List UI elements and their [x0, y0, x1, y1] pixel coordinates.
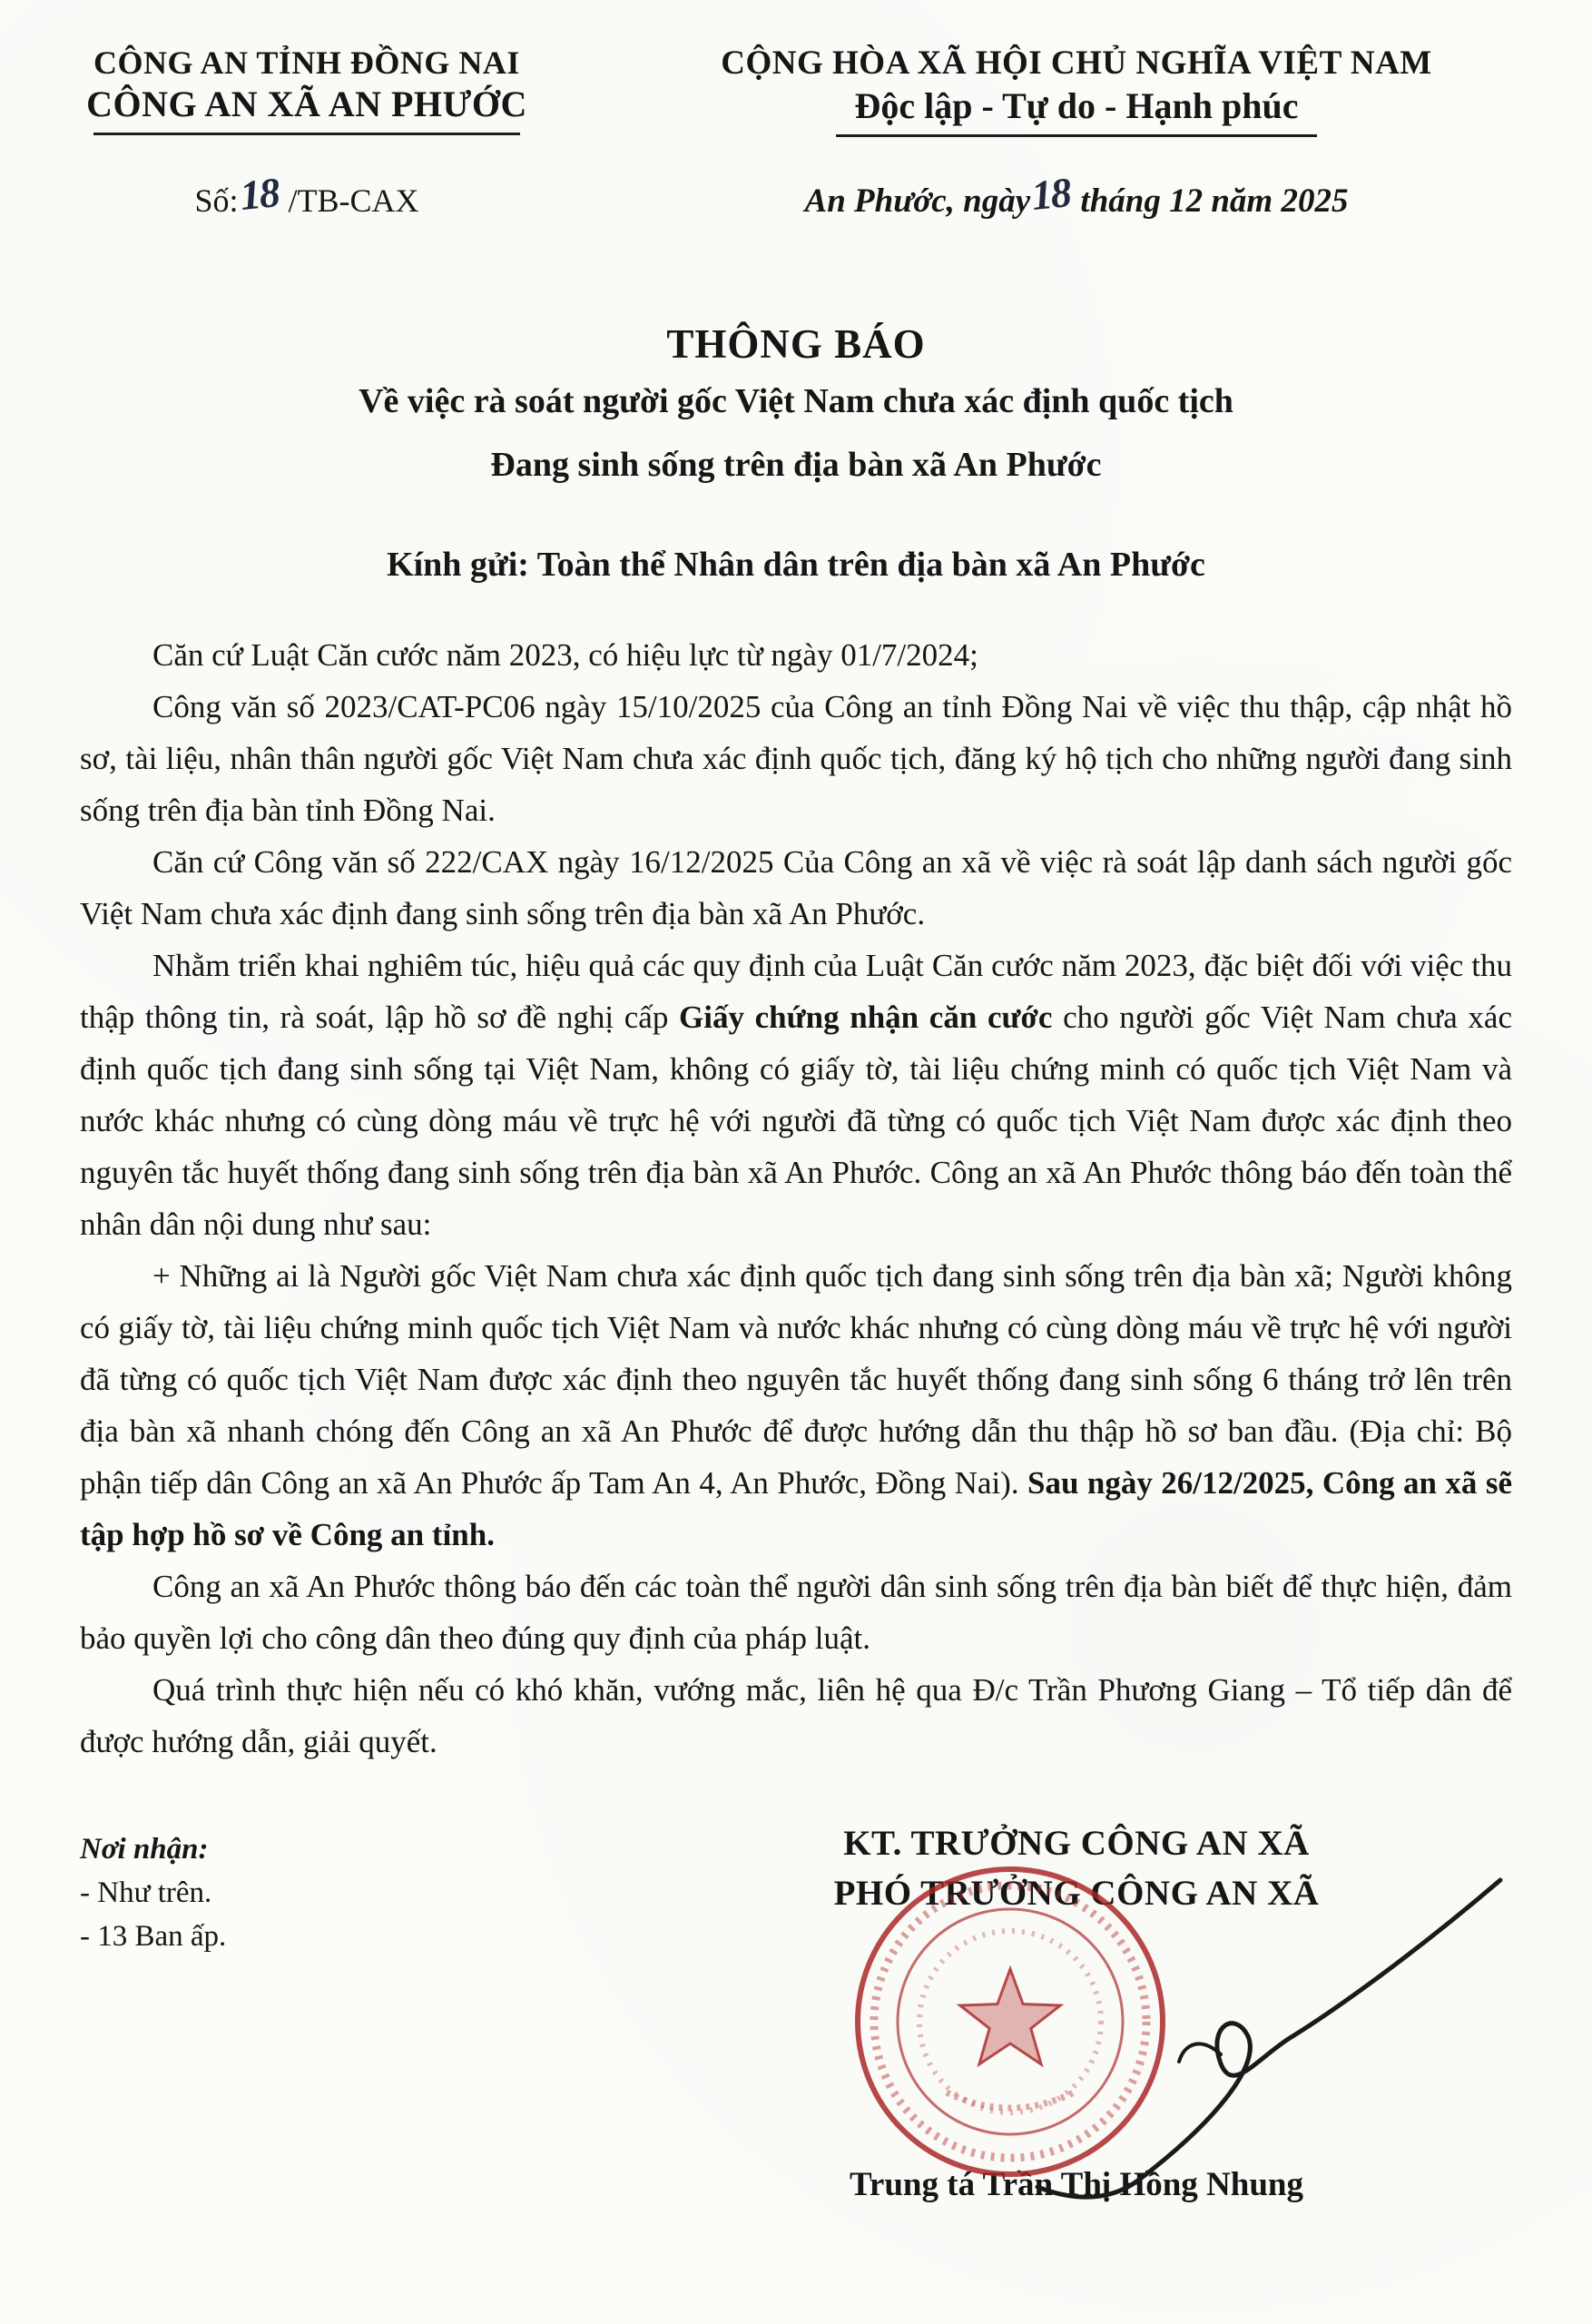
recipients-block	[80, 1827, 226, 1958]
title-block	[80, 319, 1512, 497]
national-header-block	[641, 44, 1512, 137]
recipients-label: Nơi nhận:	[80, 1833, 209, 1866]
doc-number	[80, 168, 534, 224]
agency-parent-name: CÔNG AN TỈNH ĐỒNG NAI	[93, 44, 520, 81]
signature-area	[80, 1784, 1512, 2238]
salutation-line: Kính gửi: Toàn thể Nhân dân trên địa bàn xã An Phước	[387, 546, 1205, 584]
paragraph-bold-text: Sau ngày 26/12/2025, Công an xã sẽ tập hợp hồ sơ về Công an tỉnh.	[80, 1465, 1512, 1552]
document-title: THÔNG BÁO	[666, 321, 926, 367]
agency-underline	[93, 133, 520, 135]
issuing-agency-block	[80, 44, 534, 137]
body-paragraph-7: Quá trình thực hiện nếu có khó khăn, vướng mắc, liên hệ qua Đ/c Trần Phương Giang – Tổ tiếp dân để được hướng dẫn, giải quyết.	[80, 1672, 1512, 1759]
doc-meta-row	[80, 168, 1512, 224]
signature-stroke	[901, 1827, 1537, 2209]
date-line-after: tháng 12 năm 2025	[1080, 182, 1349, 220]
body-paragraph-2: Công văn số 2023/CAT-PC06 ngày 15/10/2025 của Công an tỉnh Đồng Nai về việc thu thập, cập nhật hồ sơ, tài liệu, nhân thân người gốc Việt Nam chưa xác định quốc tịch, đăng ký hộ tịch cho những người đang sinh sống trên địa bàn tỉnh Đồng Nai.	[80, 689, 1512, 828]
date-handwritten-day: 18	[1029, 168, 1073, 220]
document-header	[80, 44, 1512, 137]
place-date-line	[641, 168, 1512, 224]
doc-number-prefix: Số:	[194, 182, 239, 219]
doc-number-suffix: /TB-CAX	[288, 182, 419, 219]
signer-title-deputy: PHÓ TRƯỞNG CÔNG AN XÃ	[833, 1874, 1320, 1913]
body-paragraph-3: Căn cứ Công văn số 222/CAX ngày 16/12/2025 Của Công an xã về việc rà soát lập danh sách người gốc Việt Nam chưa xác định đang sinh sống trên địa bàn xã An Phước.	[80, 844, 1512, 931]
body-paragraph-1: Căn cứ Luật Căn cước năm 2023, có hiệu lực từ ngày 01/7/2024;	[152, 637, 978, 673]
agency-name: CÔNG AN XÃ AN PHƯỚC	[86, 84, 527, 124]
body-paragraph-6: Công an xã An Phước thông báo đến các toàn thể người dân sinh sống trên địa bàn biết để thực hiện, đảm bảo quyền lợi cho công dân theo đúng quy định của pháp luật.	[80, 1569, 1512, 1656]
body-paragraph-5	[80, 1250, 1512, 1561]
signer-title-acting: KT. TRƯỞNG CÔNG AN XÃ	[843, 1824, 1310, 1863]
national-motto: Độc lập - Tự do - Hạnh phúc	[854, 85, 1299, 126]
recipient-item: - 13 Ban ấp.	[80, 1920, 227, 1953]
motto-underline	[836, 134, 1317, 137]
paragraph-text: Nhằm triển khai nghiêm túc, hiệu quả các quy định của Luật Căn cước năm 2023, đặc biệt đối với việc thu thập thông tin, rà soát, lập hồ sơ đề nghị cấp	[80, 948, 1512, 1035]
document-subtitle-1: Về việc rà soát người gốc Việt Nam chưa xác định quốc tịch	[359, 382, 1233, 420]
date-line-before: An Phước, ngày	[804, 182, 1031, 220]
document-subtitle-2: Đang sinh sống trên địa bàn xã An Phước	[490, 446, 1102, 484]
paragraph-text: cho người gốc Việt Nam chưa xác định quốc tịch đang sinh sống tại Việt Nam, không có giấy tờ, tài liệu chứng minh có quốc tịch Việt Nam và nước khác nhưng có cùng dòng máu về trực hệ với người đã từng có quốc tịch Việt Nam được xác định theo nguyên tắc huyết thống đang sinh sống trên địa bàn xã An Phước. Công an xã An Phước thông báo đến toàn thể nhân dân nội dung như sau:	[80, 1000, 1512, 1242]
doc-number-handwritten: 18	[237, 168, 280, 220]
body-paragraph-4	[80, 940, 1512, 1250]
signer-name: Trung tá Trần Thị Hồng Nhung	[849, 2166, 1304, 2203]
paragraph-text: + Những ai là Người gốc Việt Nam chưa xác định quốc tịch đang sinh sống trên địa bàn xã; Người không có giấy tờ, tài liệu chứng minh quốc tịch Việt Nam và nước khác nhưng có cùng dòng máu về trực hệ với người đã từng có quốc tịch Việt Nam được xác định theo nguyên tắc huyết thống đang sinh sống 6 tháng trở lên trên địa bàn xã nhanh chóng đến Công an xã An Phước để được hướng dẫn thu thập hồ sơ ban đầu. (Địa chỉ: Bộ phận tiếp dân Công an xã An Phước ấp Tam An 4, An Phước, Đồng Nai).	[80, 1258, 1512, 1501]
paragraph-bold-text: Giấy chứng nhận căn cước	[679, 1000, 1053, 1035]
recipient-item: - Như trên.	[80, 1876, 212, 1909]
national-title: CỘNG HÒA XÃ HỘI CHỦ NGHĨA VIỆT NAM	[721, 44, 1432, 82]
document-body	[80, 629, 1512, 1768]
